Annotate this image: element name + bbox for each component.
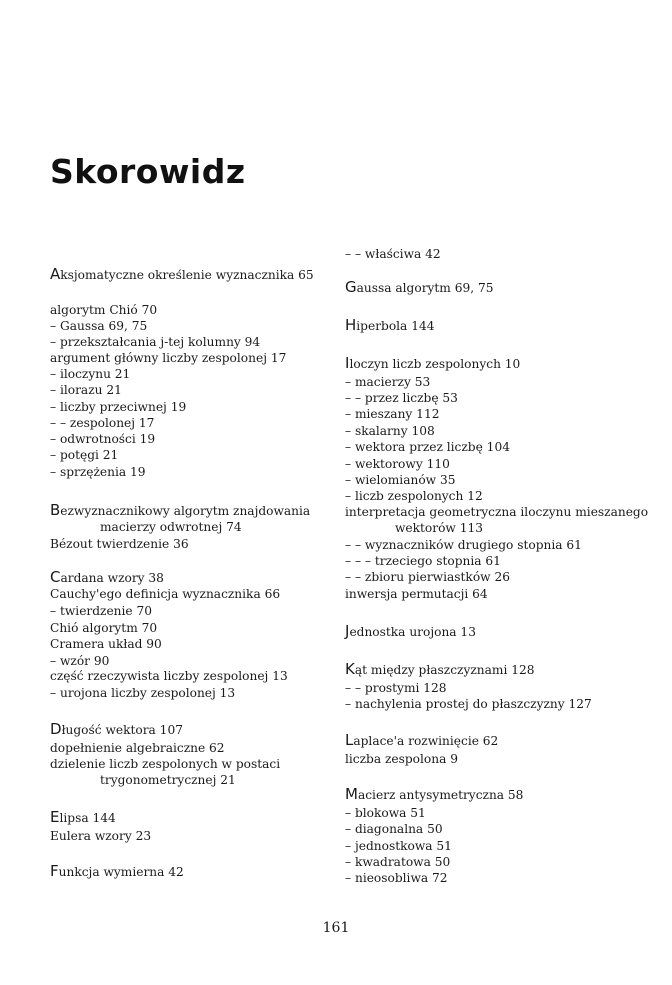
index-entry: – potęgi 21 [50, 448, 119, 462]
section-initial: F [50, 862, 59, 880]
index-entry: Bezwyznacznikowy algorytm znajdowania macierzy odwrotnej 74 [50, 501, 311, 535]
index-entry: Cramera układ 90 [50, 637, 162, 651]
index-entry: – przekształcania j-tej kolumny 94 [50, 335, 261, 349]
index-entry: – skalarny 108 [345, 424, 435, 438]
index-entry: Jednostka urojona 13 [345, 622, 476, 640]
index-entry: Cardana wzory 38 [50, 568, 164, 586]
index-entry: Eulera wzory 23 [50, 829, 152, 843]
section-initial: A [50, 265, 61, 283]
index-entry: Funkcja wymierna 42 [50, 862, 184, 880]
index-entry: – wektorowy 110 [345, 457, 450, 471]
index-entry: – – – trzeciego stopnia 61 [345, 554, 501, 568]
index-entry: – urojona liczby zespolonej 13 [50, 686, 236, 700]
index-entry: Hiperbola 144 [345, 316, 435, 334]
section-initial: K [345, 660, 355, 678]
index-entry: – – przez liczbę 53 [345, 391, 458, 405]
index-entry: – wzór 90 [50, 654, 110, 668]
index-entry: interpretacja geometryczna iloczynu mieszanego wektorów 113 [345, 505, 649, 536]
index-entry: – – zbioru pierwiastków 26 [345, 570, 510, 584]
page-title: Skorowidz [50, 152, 246, 191]
section-initial: D [50, 720, 62, 738]
index-entry: – – prostymi 128 [345, 681, 447, 695]
section-initial: J [345, 622, 350, 640]
index-entry: Chió algorytm 70 [50, 621, 158, 635]
index-entry: liczba zespolona 9 [345, 752, 458, 766]
index-entry: Cauchy'ego definicja wyznacznika 66 [50, 587, 281, 601]
index-entry: inwersja permutacji 64 [345, 587, 488, 601]
index-entry: Elipsa 144 [50, 808, 116, 826]
section-initial: L [345, 731, 354, 749]
index-entry: – iloczynu 21 [50, 367, 131, 381]
section-initial: E [50, 808, 60, 826]
index-entry: część rzeczywista liczby zespolonej 13 [50, 669, 288, 683]
index-entry: – kwadratowa 50 [345, 855, 451, 869]
index-entry: Kąt między płaszczyznami 128 [345, 660, 535, 678]
section-initial: H [345, 316, 357, 334]
index-entry: Laplace'a rozwinięcie 62 [345, 731, 499, 749]
index-entry: algorytm Chió 70 [50, 303, 158, 317]
index-entry: – twierdzenie 70 [50, 604, 153, 618]
index-entry: – nachylenia prostej do płaszczyzny 127 [345, 697, 592, 711]
index-entry: – odwrotności 19 [50, 432, 156, 446]
index-entry: – wektora przez liczbę 104 [345, 440, 510, 454]
index-entry: – liczb zespolonych 12 [345, 489, 483, 503]
section-initial: B [50, 501, 61, 519]
index-entry: – liczby przeciwnej 19 [50, 400, 187, 414]
index-entry: – jednostkowa 51 [345, 839, 452, 853]
index-entry: dzielenie liczb zespolonych w postaci trygonometrycznej 21 [50, 757, 281, 788]
section-initial: G [345, 278, 357, 296]
index-entry: – – właściwa 42 [345, 247, 441, 261]
index-entry: – diagonalna 50 [345, 822, 443, 836]
index-entry: – – wyznaczników drugiego stopnia 61 [345, 538, 582, 552]
index-entry: – blokowa 51 [345, 806, 426, 820]
page-number: 161 [322, 920, 350, 936]
index-entry: Macierz antysymetryczna 58 [345, 785, 524, 803]
index-entry: – mieszany 112 [345, 407, 440, 421]
index-entry: – Gaussa 69, 75 [50, 319, 148, 333]
index-entry: – macierzy 53 [345, 375, 431, 389]
index-entry: – ilorazu 21 [50, 383, 122, 397]
index-entry: Gaussa algorytm 69, 75 [345, 278, 494, 296]
index-entry: – wielomianów 35 [345, 473, 456, 487]
index-entry: Bézout twierdzenie 36 [50, 537, 189, 551]
section-initial: C [50, 568, 61, 586]
index-entry: – – zespolonej 17 [50, 416, 155, 430]
index-entry: Długość wektora 107 [50, 720, 183, 738]
index-entry: – nieosobliwa 72 [345, 871, 448, 885]
index-entry: – sprzężenia 19 [50, 465, 146, 479]
section-initial: I [345, 354, 350, 372]
index-entry: dopełnienie algebraiczne 62 [50, 741, 225, 755]
section-initial: M [345, 785, 358, 803]
index-entry: Iloczyn liczb zespolonych 10 [345, 354, 521, 372]
index-entry: argument główny liczby zespolonej 17 [50, 351, 287, 365]
index-entry: Aksjomatyczne określenie wyznacznika 65 [50, 265, 314, 283]
